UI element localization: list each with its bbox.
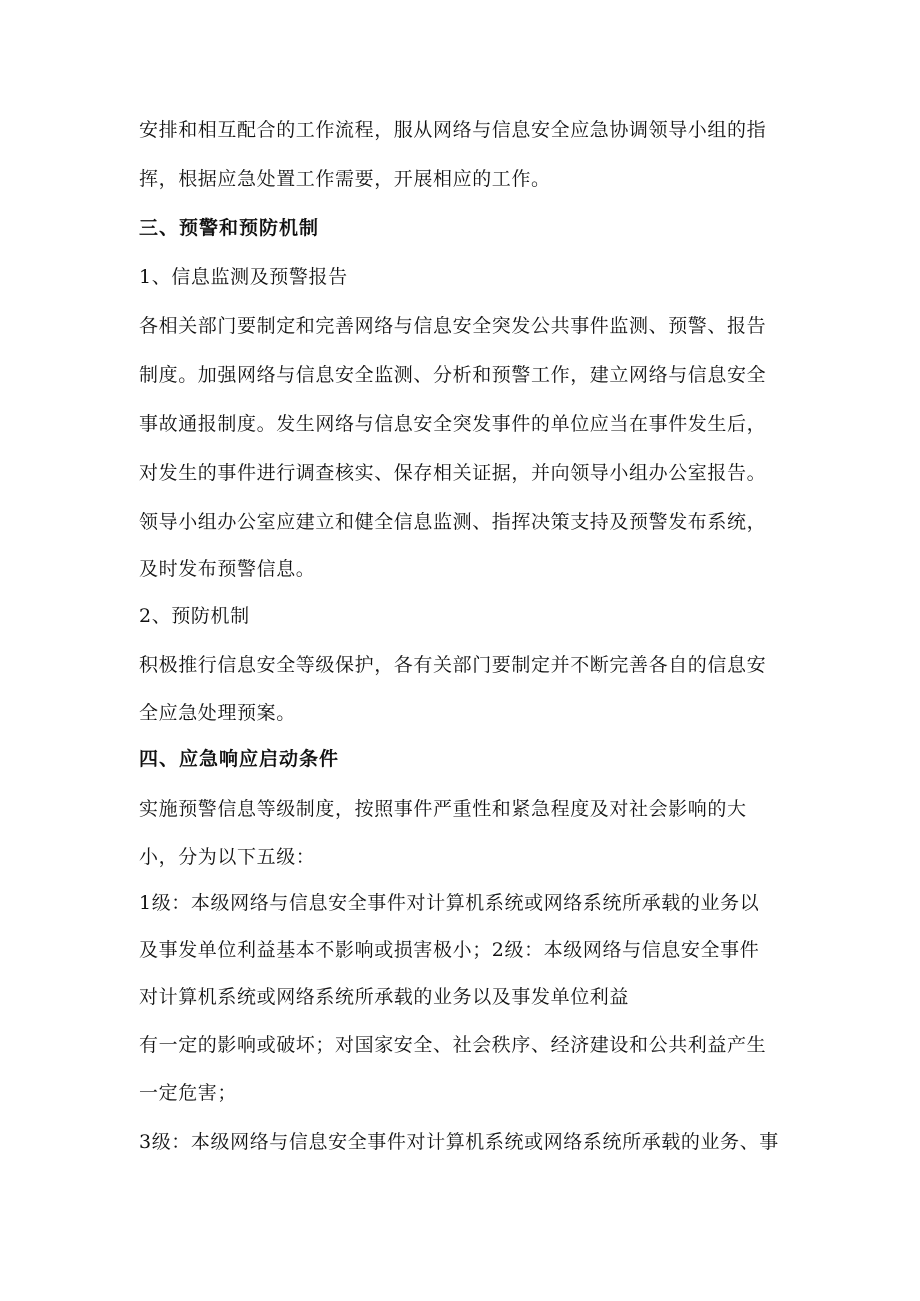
body-text-line: 一定危害； [139,1082,238,1104]
body-text-line: 制度。加强网络与信息安全监测、分析和预警工作，建立网络与信息安全 [139,364,767,386]
body-text-line: 挥，根据应急处置工作需要，开展相应的工作。 [139,168,551,190]
body-text-line: 领导小组办公室应建立和健全信息监测、指挥决策支持及预警发布系统， [139,511,767,533]
subsection-heading: 1、信息监测及预警报告 [139,266,348,288]
body-text-line: 有一定的影响或破坏；对国家安全、社会秩序、经济建设和公共利益产生 [139,1034,767,1056]
body-text-line: 积极推行信息安全等级保护，各有关部门要制定并不断完善各自的信息安 [139,654,767,676]
body-text-line: 安排和相互配合的工作流程，服从网络与信息安全应急协调领导小组的指 [139,119,767,141]
body-text-line: 各相关部门要制定和完善网络与信息安全突发公共事件监测、预警、报告 [139,315,767,337]
body-text-line: 全应急处理预案。 [139,702,296,724]
body-text-line: 3级：本级网络与信息安全事件对计算机系统或网络系统所承载的业务、事 [139,1131,779,1153]
body-text-line: 及时发布预警信息。 [139,558,316,580]
section-heading: 三、预警和预防机制 [139,217,320,239]
body-text-line: 实施预警信息等级制度，按照事件严重性和紧急程度及对社会影响的大 [139,798,747,820]
section-heading: 四、应急响应启动条件 [139,748,340,770]
body-text-line: 事故通报制度。发生网络与信息安全突发事件的单位应当在事件发生后， [139,413,767,435]
body-text-line: 1级：本级网络与信息安全事件对计算机系统或网络系统所承载的业务以 [139,892,760,914]
body-text-line: 及事发单位利益基本不影响或损害极小；2级：本级网络与信息安全事件 [139,939,760,961]
body-text-line: 小，分为以下五级： [139,846,316,868]
body-text-line: 对发生的事件进行调查核实、保存相关证据，并向领导小组办公室报告。 [139,462,767,484]
subsection-heading: 2、预防机制 [139,605,250,627]
body-text-line: 对计算机系统或网络系统所承载的业务以及事发单位利益 [139,986,630,1008]
